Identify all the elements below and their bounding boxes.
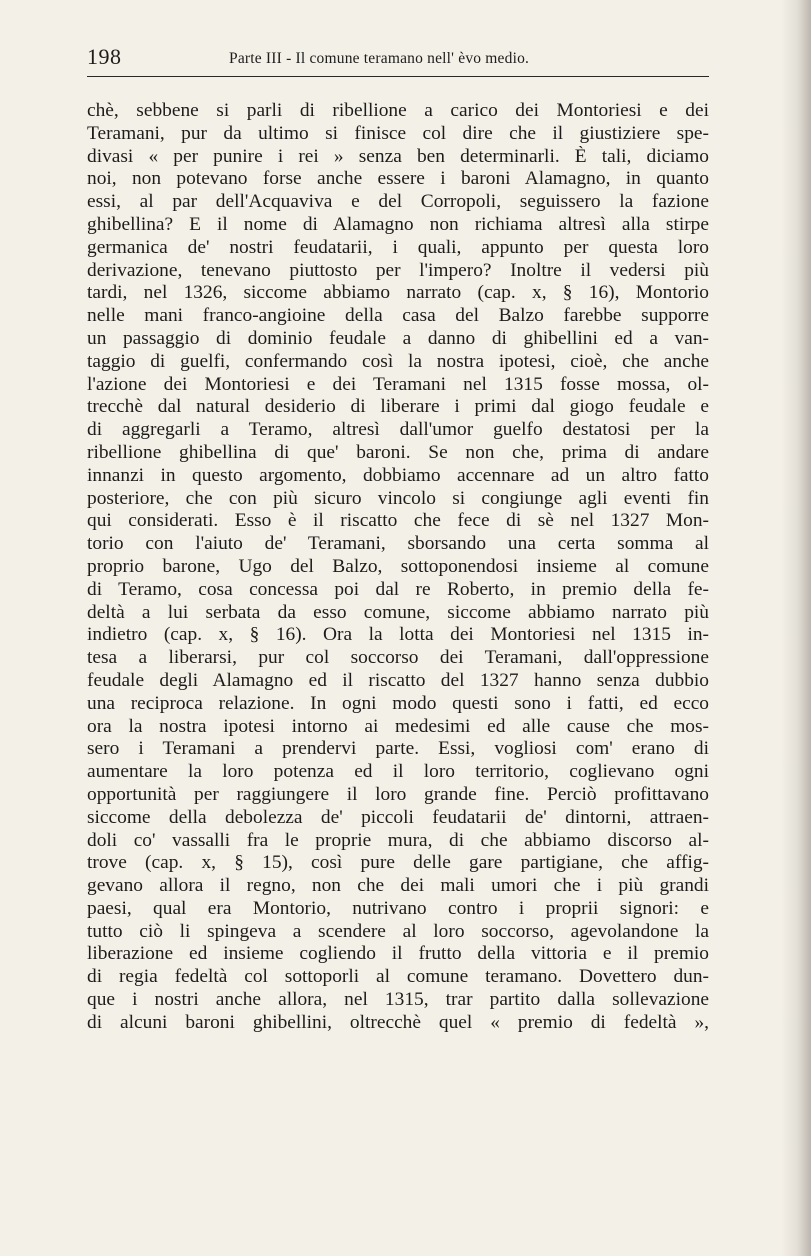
text-line: di regia fedeltà col sottoporli al comune teramano. Dovettero dun- — [87, 966, 709, 988]
text-line: di alcuni baroni ghibellini, oltrecchè quel « premio di fedeltà », — [87, 1011, 709, 1033]
text-line: trecchè dal natural desiderio di liberare i primi dal giogo feudale e — [87, 396, 709, 418]
page-number: 198 — [87, 44, 122, 69]
text-line: proprio barone, Ugo del Balzo, sottoponendosi insieme al comune — [87, 555, 709, 577]
text-line: un passaggio di dominio feudale a danno di ghibellini ed a van- — [87, 327, 709, 349]
text-line: Teramani, pur da ultimo si finisce col dire che il giustiziere spe- — [87, 122, 709, 144]
text-line: ora la nostra ipotesi intorno ai medesimi ed alle cause che mos- — [87, 715, 709, 737]
text-line: siccome della debolezza de' piccoli feudatarii de' dintorni, attraen- — [87, 806, 709, 828]
text-line: derivazione, tenevano piuttosto per l'impero? Inoltre il vedersi più — [87, 259, 709, 281]
page-header — [87, 44, 709, 76]
text-line: que i nostri anche allora, nel 1315, trar partito dalla sollevazione — [87, 989, 709, 1011]
text-line: torio con l'aiuto de' Teramani, sborsando una certa somma al — [87, 533, 709, 555]
text-line: deltà a lui serbata da esso comune, siccome abbiamo narrato più — [87, 601, 709, 623]
running-head: Parte III - Il comune teramano nell' èvo medio. — [229, 50, 530, 67]
text-line: taggio di guelfi, confermando così la nostra ipotesi, cioè, che anche — [87, 350, 709, 372]
text-line: doli co' vassalli fra le proprie mura, di che abbiamo discorso al- — [87, 829, 709, 851]
text-line: germanica de' nostri feudatarii, i quali, appunto per questa loro — [87, 236, 709, 258]
text-line: tutto ciò li spingeva a scendere al loro soccorso, agevolandone la — [87, 920, 709, 942]
text-line: ghibellina? E il nome di Alamagno non richiama altresì alla stirpe — [87, 213, 709, 235]
text-line: posteriore, che con più sicuro vincolo si congiunge agli eventi fin — [87, 487, 709, 509]
text-line: paesi, qual era Montorio, nutrivano contro i proprii signori: e — [87, 897, 709, 919]
book-gutter-shadow — [781, 0, 811, 1256]
text-line: liberazione ed insieme cogliendo il frutto della vittoria e il premio — [87, 943, 709, 965]
text-line: innanzi in questo argomento, dobbiamo accennare ad un altro fatto — [87, 464, 709, 486]
text-line: l'azione dei Montoriesi e dei Teramani nel 1315 fosse mossa, ol- — [87, 373, 709, 395]
text-line: qui considerati. Esso è il riscatto che fece di sè nel 1327 Mon- — [87, 510, 709, 532]
text-line: tardi, nel 1326, siccome abbiamo narrato (cap. x, § 16), Montorio — [87, 282, 709, 304]
text-line: nelle mani franco-angioine della casa del Balzo farebbe supporre — [87, 305, 709, 327]
text-line: aumentare la loro potenza ed il loro territorio, coglievano ogni — [87, 761, 709, 783]
text-line: chè, sebbene si parli di ribellione a carico dei Montoriesi e dei — [87, 100, 709, 121]
text-line: opportunità per raggiungere il loro grande fine. Perciò profittavano — [87, 783, 709, 805]
text-line: trove (cap. x, § 15), così pure delle gare partigiane, che affig- — [87, 852, 709, 874]
text-line: noi, non potevano forse anche essere i baroni Alamagno, in quanto — [87, 168, 709, 190]
text-line: tesa a liberarsi, pur col soccorso dei Teramani, dall'oppressione — [87, 647, 709, 669]
header-rule — [87, 76, 709, 77]
text-line: ribellione ghibellina di que' baroni. Se non che, prima di andare — [87, 441, 709, 463]
text-line: feudale degli Alamagno ed il riscatto del 1327 hanno senza dubbio — [87, 669, 709, 691]
text-line: gevano allora il regno, non che dei mali umori che i più grandi — [87, 875, 709, 897]
text-line: sero i Teramani a prendervi parte. Essi, vogliosi com' erano di — [87, 738, 709, 760]
text-line: indietro (cap. x, § 16). Ora la lotta dei Montoriesi nel 1315 in- — [87, 624, 709, 646]
body-text — [87, 100, 709, 1035]
text-line: di Teramo, cosa concessa poi dal re Roberto, in premio della fe- — [87, 578, 709, 600]
text-line: essi, al par dell'Acquaviva e del Corropoli, seguissero la fazione — [87, 191, 709, 213]
text-line: di aggregarli a Teramo, altresì dall'umor guelfo destatosi per la — [87, 419, 709, 441]
text-line: una reciproca relazione. In ogni modo questi sono i fatti, ed ecco — [87, 692, 709, 714]
text-line: divasi « per punire i rei » senza ben determinarli. È tali, diciamo — [87, 145, 709, 167]
